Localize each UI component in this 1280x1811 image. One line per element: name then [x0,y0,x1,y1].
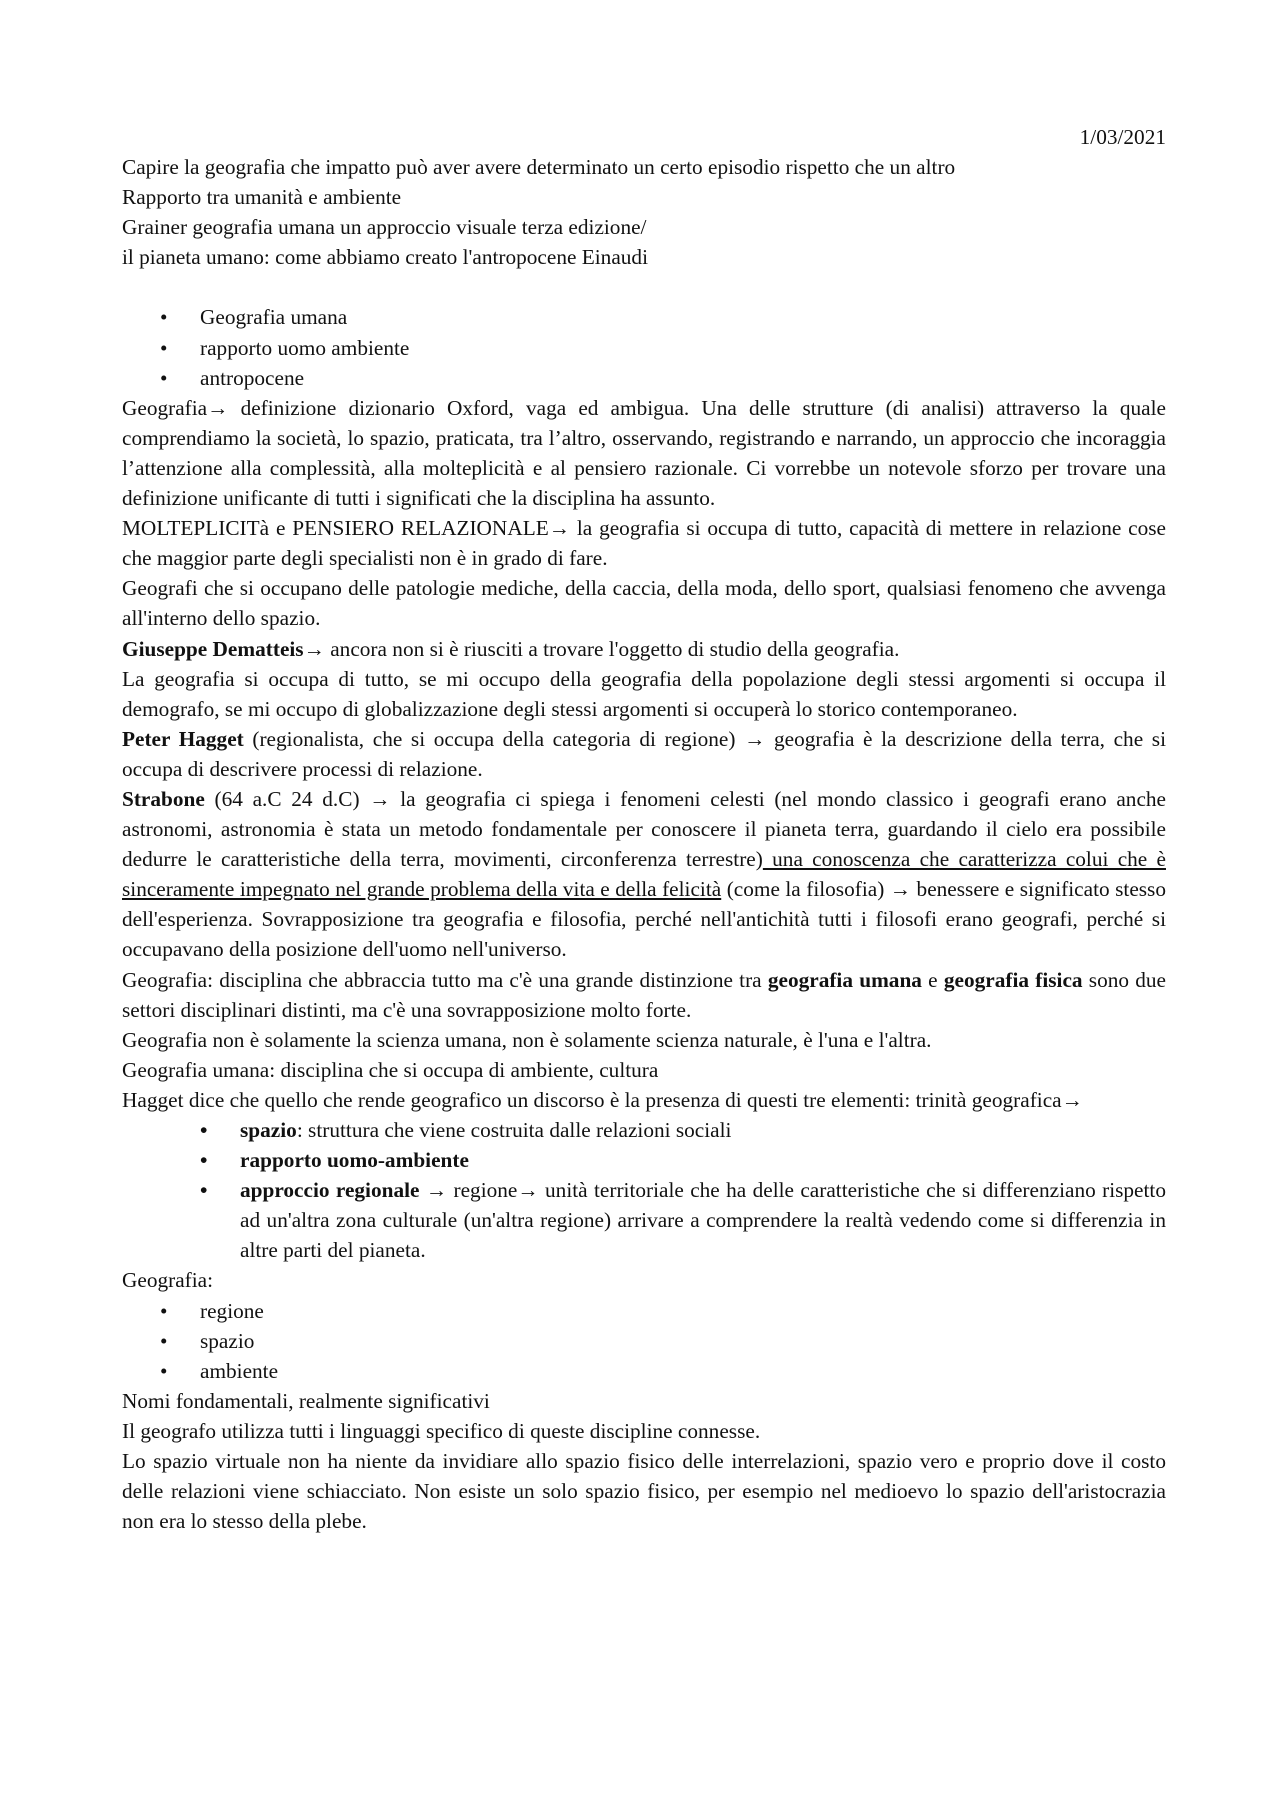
bold-term: spazio [240,1118,297,1142]
list-item [122,1145,1166,1175]
item-text: → regione→ unità territoriale che ha delle caratteristiche che si differenziano rispetto ad un'altra zona culturale (un'altra regione) arrivare a comprendere la realtà vedendo come si differenzia in altre parti del pianeta. [240,1178,1166,1263]
document-page [122,122,1166,1536]
paragraph-trinita: Hagget dice che quello che rende geografico un discorso è la presenza di questi tre elementi: trinità geografica→ [122,1087,1083,1112]
intro-line-4: il pianeta umano: come abbiamo creato l'antropocene Einaudi [122,245,648,270]
author-name: Giuseppe Dematteis [122,636,304,661]
geografia-label: Geografia: [122,1268,214,1293]
paragraph-text: → ancora non si è riusciti a trovare l'oggetto di studio della geografia. [303,636,900,661]
list-item: • Geografia umana [122,302,1166,332]
geografia-list [122,1296,1166,1386]
paragraph-nomi: Nomi fondamentali, realmente significativi [122,1388,490,1413]
paragraph-disciplina [122,965,1166,1025]
list-item: • rapporto uomo ambiente [122,333,1166,363]
paragraph-text: (regionalista, che si occupa della categoria di regione) → geografia è la descrizione della terra, che si occupa di descrivere processi di relazione. [122,726,1166,781]
bold-term: approccio regionale [240,1178,420,1203]
author-name: Peter Hagget [122,726,244,751]
list-item: • regione [122,1296,1166,1326]
paragraph-linguaggi: Il geografo utilizza tutti i linguaggi specifico di queste discipline connesse. [122,1418,761,1443]
paragraph-strabone [122,784,1166,965]
paragraph-text: (64 a.C 24 d.C) → la geografia ci spiega i fenomeni celesti (nel mondo classico i geografi erano anche astronomi, astronomia è stata un metodo fondamentale per conoscere il pianeta terra, guardando il cielo era possibile dedurre le caratteristiche della terra, movimenti, circonferenza terrestre) [122,786,1166,872]
paragraph-virtuale: Lo spazio virtuale non ha niente da invidiare allo spazio fisico delle interrelazioni, spazio vero e proprio dove il costo delle relazioni viene schiacciato. Non esiste un solo spazio fisico, per esempio nel medioevo lo spazio dell'aristocrazia non era lo stesso della plebe. [122,1449,1166,1534]
underlined-quote: una conoscenza che caratterizza colui che è sinceramente impegnato nel grande problema della vita e della felicità [122,847,1166,902]
paragraph-umana: Geografia umana: disciplina che si occupa di ambiente, cultura [122,1057,659,1082]
author-name: Strabone [122,786,205,811]
list-item [122,1115,1166,1145]
paragraph-definition: Geografia→ definizione dizionario Oxford, vaga ed ambigua. Una delle strutture (di analisi) attraverso la quale comprendiamo la società, lo spazio, praticata, tra l’altro, osservando, registrando e narrando, un approccio che incoraggia l’attenzione alla complessità, alla molteplicità e al pensiero razionale. Ci vorrebbe un notevole sforzo per trovare una definizione unificante di tutti i significati che la disciplina ha assunto. [122,395,1166,511]
paragraph-text: (come la filosofia) → benessere e significato stesso dell'esperienza. Sovrapposizione tra geografia e filosofia, perché nell'antichità tutti i filosofi erano geografi, perché si occupavano della posizione dell'uomo nell'universo. [122,877,1166,962]
intro-line-3: Grainer geografia umana un approccio visuale terza edizione/ [122,215,647,240]
bold-term: geografia umana [767,967,922,992]
paragraph-text: sono due settori disciplinari distinti, ma c'è una sovrapposizione molto forte. [122,967,1166,1022]
blank-line [122,272,1166,302]
bold-term: geografia fisica [943,967,1083,992]
list-item: • spazio [122,1326,1166,1356]
date-header: 1/03/2021 [1079,125,1166,149]
topics-list [122,302,1166,392]
list-item: • antropocene [122,363,1166,393]
list-item [122,1175,1166,1265]
paragraph-text: Geografia: disciplina che abbraccia tutto ma c'è una grande distinzione tra [122,967,768,992]
paragraph-geografi: Geografi che si occupano delle patologie mediche, della caccia, della moda, dello sport, qualsiasi fenomeno che avvenga all'interno dello spazio. [122,576,1166,631]
paragraph-dematteis [122,634,1166,664]
bold-term: rapporto uomo-ambiente [240,1148,469,1173]
intro-line-1: Capire la geografia che impatto può aver avere determinato un certo episodio rispetto che un altro [122,155,956,180]
trinita-list [122,1115,1166,1265]
item-text: : struttura che viene costruita dalle relazioni sociali [296,1118,732,1142]
paragraph-hagget [122,724,1166,784]
paragraph-text: e [921,967,944,992]
intro-line-2: Rapporto tra umanità e ambiente [122,185,402,210]
paragraph-tutto: La geografia si occupa di tutto, se mi occupo della geografia della popolazione degli stessi argomenti si occupa il demografo, se mi occupo di globalizzazione degli stessi argomenti si occuperà lo storico contemporaneo. [122,666,1166,721]
list-item: • ambiente [122,1356,1166,1386]
paragraph-molteplicita: MOLTEPLICITà e PENSIERO RELAZIONALE→ la geografia si occupa di tutto, capacità di mettere in relazione cose che maggior parte degli specialisti non è in grado di fare. [122,516,1166,571]
paragraph-scienza: Geografia non è solamente la scienza umana, non è solamente scienza naturale, è l'una e l'altra. [122,1027,932,1052]
